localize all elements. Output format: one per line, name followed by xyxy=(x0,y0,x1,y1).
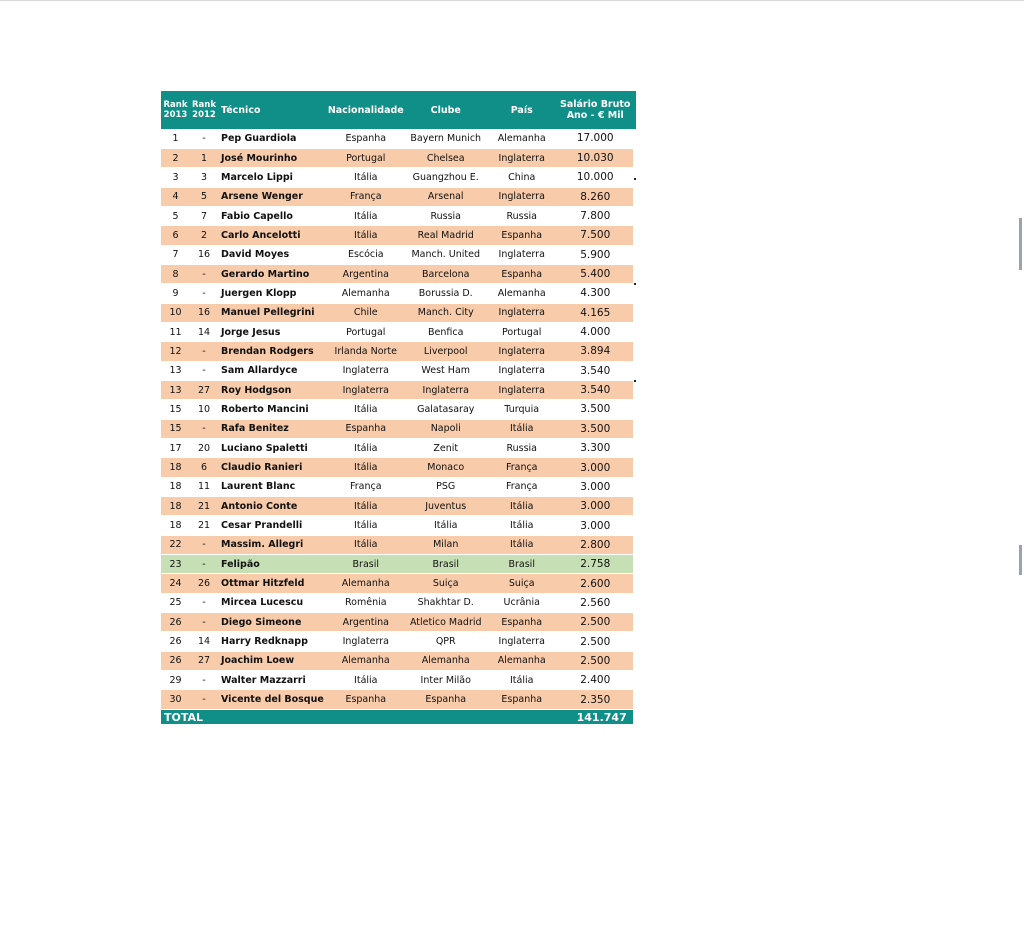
cell-rank-2013: 2 xyxy=(161,148,190,167)
cell-rank-2013: 30 xyxy=(161,690,190,709)
table-row xyxy=(161,342,633,361)
header-pais: País xyxy=(486,91,558,129)
cell-pais: Espanha xyxy=(486,264,558,283)
cell-clube: Benfica xyxy=(406,322,486,341)
cell-nacionalidade: França xyxy=(326,187,406,206)
cell-salario: 2.800 xyxy=(558,535,633,554)
cell-rank-2013: 23 xyxy=(161,555,190,574)
cell-rank-2012: 21 xyxy=(190,497,218,516)
table-row xyxy=(161,458,633,477)
cell-nacionalidade: Itália xyxy=(326,168,406,187)
cell-nacionalidade: Inglaterra xyxy=(326,380,406,399)
cell-tecnico: Gerardo Martino xyxy=(218,264,326,283)
cell-rank-2013: 9 xyxy=(161,284,190,303)
cell-pais: Espanha xyxy=(486,690,558,709)
cell-rank-2013: 29 xyxy=(161,671,190,690)
cell-pais: Ucrânia xyxy=(486,593,558,612)
cell-nacionalidade: Itália xyxy=(326,206,406,225)
cell-salario: 2.560 xyxy=(558,593,633,612)
cell-nacionalidade: Irlanda Norte xyxy=(326,342,406,361)
scan-dot xyxy=(634,178,636,180)
table-row xyxy=(161,187,633,206)
cell-pais: Itália xyxy=(486,535,558,554)
cell-rank-2013: 3 xyxy=(161,168,190,187)
cell-tecnico: Cesar Prandelli xyxy=(218,516,326,535)
cell-pais: Portugal xyxy=(486,322,558,341)
cell-rank-2013: 18 xyxy=(161,516,190,535)
cell-rank-2013: 26 xyxy=(161,613,190,632)
table-row xyxy=(161,245,633,264)
cell-pais: Espanha xyxy=(486,613,558,632)
table-row xyxy=(161,477,633,496)
cell-pais: Russia xyxy=(486,206,558,225)
salary-table xyxy=(161,91,633,724)
cell-nacionalidade: Itália xyxy=(326,516,406,535)
cell-nacionalidade: Espanha xyxy=(326,419,406,438)
cell-rank-2012: 2 xyxy=(190,226,218,245)
cell-clube: Guangzhou E. xyxy=(406,168,486,187)
cell-nacionalidade: Portugal xyxy=(326,148,406,167)
cell-tecnico: Rafa Benitez xyxy=(218,419,326,438)
cell-clube: Juventus xyxy=(406,497,486,516)
cell-clube: Milan xyxy=(406,535,486,554)
cell-rank-2013: 24 xyxy=(161,574,190,593)
cell-clube: Arsenal xyxy=(406,187,486,206)
cell-salario: 2.500 xyxy=(558,613,633,632)
table-row xyxy=(161,303,633,322)
cell-clube: Galatasaray xyxy=(406,400,486,419)
cell-salario: 3.000 xyxy=(558,458,633,477)
header-salario: Salário Bruto Ano - € Mil xyxy=(558,91,633,129)
cell-nacionalidade: Itália xyxy=(326,497,406,516)
cell-tecnico: Felipão xyxy=(218,555,326,574)
cell-tecnico: Massim. Allegri xyxy=(218,535,326,554)
total-row xyxy=(161,709,633,724)
cell-rank-2013: 18 xyxy=(161,477,190,496)
table-row xyxy=(161,129,633,148)
cell-salario: 3.500 xyxy=(558,400,633,419)
cell-tecnico: Sam Allardyce xyxy=(218,361,326,380)
cell-tecnico: Laurent Blanc xyxy=(218,477,326,496)
cell-pais: Inglaterra xyxy=(486,361,558,380)
cell-rank-2012: 5 xyxy=(190,187,218,206)
cell-clube: Inter Milão xyxy=(406,671,486,690)
cell-nacionalidade: Alemanha xyxy=(326,574,406,593)
scan-dot xyxy=(634,283,636,285)
cell-rank-2012: - xyxy=(190,690,218,709)
cell-salario: 3.000 xyxy=(558,497,633,516)
cell-pais: Inglaterra xyxy=(486,632,558,651)
cell-salario: 4.300 xyxy=(558,284,633,303)
cell-nacionalidade: Itália xyxy=(326,400,406,419)
cell-tecnico: Pep Guardiola xyxy=(218,129,326,148)
cell-pais: Espanha xyxy=(486,226,558,245)
table-row xyxy=(161,226,633,245)
cell-tecnico: Joachim Loew xyxy=(218,651,326,670)
cell-rank-2012: - xyxy=(190,671,218,690)
cell-salario: 3.540 xyxy=(558,380,633,399)
cell-salario: 2.500 xyxy=(558,632,633,651)
cell-rank-2012: - xyxy=(190,535,218,554)
cell-rank-2013: 15 xyxy=(161,400,190,419)
header-clube: Clube xyxy=(406,91,486,129)
cell-clube: PSG xyxy=(406,477,486,496)
cell-clube: West Ham xyxy=(406,361,486,380)
cell-clube: Inglaterra xyxy=(406,380,486,399)
cell-tecnico: Vicente del Bosque xyxy=(218,690,326,709)
cell-rank-2013: 4 xyxy=(161,187,190,206)
cell-clube: Shakhtar D. xyxy=(406,593,486,612)
cell-rank-2012: - xyxy=(190,593,218,612)
cell-salario: 4.000 xyxy=(558,322,633,341)
cell-tecnico: Manuel Pellegrini xyxy=(218,303,326,322)
cell-clube: Itália xyxy=(406,516,486,535)
table-row xyxy=(161,651,633,670)
cell-nacionalidade: Itália xyxy=(326,226,406,245)
cell-rank-2013: 12 xyxy=(161,342,190,361)
cell-rank-2012: 26 xyxy=(190,574,218,593)
cell-rank-2012: 7 xyxy=(190,206,218,225)
table-row xyxy=(161,264,633,283)
cell-salario: 5.400 xyxy=(558,264,633,283)
cell-rank-2013: 26 xyxy=(161,651,190,670)
cell-tecnico: Arsene Wenger xyxy=(218,187,326,206)
table-row xyxy=(161,284,633,303)
cell-tecnico: Walter Mazzarri xyxy=(218,671,326,690)
header-nacionalidade: Nacionalidade xyxy=(326,91,406,129)
right-edge-mark-lower xyxy=(1019,545,1022,575)
cell-salario: 8.260 xyxy=(558,187,633,206)
cell-rank-2012: - xyxy=(190,361,218,380)
cell-clube: QPR xyxy=(406,632,486,651)
cell-salario: 2.600 xyxy=(558,574,633,593)
cell-salario: 2.758 xyxy=(558,555,633,574)
cell-rank-2012: 21 xyxy=(190,516,218,535)
table-row xyxy=(161,671,633,690)
cell-rank-2012: 10 xyxy=(190,400,218,419)
cell-pais: Inglaterra xyxy=(486,148,558,167)
table-row xyxy=(161,632,633,651)
cell-tecnico: Ottmar Hitzfeld xyxy=(218,574,326,593)
cell-rank-2012: 27 xyxy=(190,380,218,399)
cell-tecnico: Diego Simeone xyxy=(218,613,326,632)
cell-pais: Turquia xyxy=(486,400,558,419)
cell-pais: França xyxy=(486,458,558,477)
cell-clube: Chelsea xyxy=(406,148,486,167)
table-row xyxy=(161,535,633,554)
table-row xyxy=(161,690,633,709)
cell-pais: China xyxy=(486,168,558,187)
cell-rank-2012: - xyxy=(190,419,218,438)
cell-pais: Inglaterra xyxy=(486,342,558,361)
cell-salario: 2.350 xyxy=(558,690,633,709)
cell-tecnico: Luciano Spaletti xyxy=(218,439,326,458)
table-row xyxy=(161,574,633,593)
cell-rank-2012: 16 xyxy=(190,245,218,264)
cell-rank-2012: - xyxy=(190,342,218,361)
cell-pais: Russia xyxy=(486,439,558,458)
cell-clube: Borussia D. xyxy=(406,284,486,303)
cell-nacionalidade: Argentina xyxy=(326,613,406,632)
cell-salario: 3.300 xyxy=(558,439,633,458)
cell-rank-2013: 15 xyxy=(161,419,190,438)
cell-rank-2012: - xyxy=(190,613,218,632)
cell-salario: 3.500 xyxy=(558,419,633,438)
cell-tecnico: Antonio Conte xyxy=(218,497,326,516)
cell-pais: Brasil xyxy=(486,555,558,574)
cell-rank-2012: 6 xyxy=(190,458,218,477)
cell-rank-2012: 16 xyxy=(190,303,218,322)
header-tecnico: Técnico xyxy=(218,91,326,129)
cell-clube: Atletico Madrid xyxy=(406,613,486,632)
cell-rank-2012: 14 xyxy=(190,632,218,651)
cell-nacionalidade: Itália xyxy=(326,458,406,477)
cell-tecnico: José Mourinho xyxy=(218,148,326,167)
total-label: TOTAL xyxy=(161,709,218,724)
cell-salario: 4.165 xyxy=(558,303,633,322)
cell-nacionalidade: Espanha xyxy=(326,690,406,709)
cell-pais: Itália xyxy=(486,516,558,535)
cell-clube: Brasil xyxy=(406,555,486,574)
cell-rank-2013: 7 xyxy=(161,245,190,264)
cell-tecnico: Carlo Ancelotti xyxy=(218,226,326,245)
cell-clube: Manch. United xyxy=(406,245,486,264)
cell-nacionalidade: Escócia xyxy=(326,245,406,264)
cell-clube: Russia xyxy=(406,206,486,225)
cell-salario: 10.000 xyxy=(558,168,633,187)
cell-rank-2013: 18 xyxy=(161,458,190,477)
cell-tecnico: David Moyes xyxy=(218,245,326,264)
cell-clube: Zenit xyxy=(406,439,486,458)
cell-clube: Liverpool xyxy=(406,342,486,361)
cell-rank-2012: - xyxy=(190,555,218,574)
table-row xyxy=(161,322,633,341)
cell-rank-2013: 17 xyxy=(161,439,190,458)
table-row xyxy=(161,439,633,458)
top-border xyxy=(0,0,1024,1)
cell-pais: Inglaterra xyxy=(486,303,558,322)
cell-rank-2013: 13 xyxy=(161,361,190,380)
cell-nacionalidade: Alemanha xyxy=(326,651,406,670)
cell-nacionalidade: Argentina xyxy=(326,264,406,283)
cell-tecnico: Harry Redknapp xyxy=(218,632,326,651)
cell-nacionalidade: Itália xyxy=(326,671,406,690)
cell-clube: Monaco xyxy=(406,458,486,477)
cell-nacionalidade: Portugal xyxy=(326,322,406,341)
table-row xyxy=(161,380,633,399)
cell-pais: Itália xyxy=(486,671,558,690)
cell-tecnico: Brendan Rodgers xyxy=(218,342,326,361)
cell-salario: 10.030 xyxy=(558,148,633,167)
cell-rank-2012: 1 xyxy=(190,148,218,167)
cell-tecnico: Mircea Lucescu xyxy=(218,593,326,612)
table-row xyxy=(161,148,633,167)
header-rank-2013: Rank 2013 xyxy=(161,91,190,129)
cell-pais: Alemanha xyxy=(486,651,558,670)
cell-rank-2012: 14 xyxy=(190,322,218,341)
table-row xyxy=(161,497,633,516)
cell-rank-2013: 22 xyxy=(161,535,190,554)
cell-clube: Real Madrid xyxy=(406,226,486,245)
cell-nacionalidade: Itália xyxy=(326,439,406,458)
cell-salario: 3.540 xyxy=(558,361,633,380)
table-row xyxy=(161,168,633,187)
cell-pais: Inglaterra xyxy=(486,380,558,399)
table-row xyxy=(161,516,633,535)
table-row xyxy=(161,613,633,632)
cell-clube: Manch. City xyxy=(406,303,486,322)
cell-clube: Barcelona xyxy=(406,264,486,283)
header-rank-2012: Rank 2012 xyxy=(190,91,218,129)
cell-rank-2012: 11 xyxy=(190,477,218,496)
cell-rank-2012: 3 xyxy=(190,168,218,187)
table-row xyxy=(161,555,633,574)
table-row xyxy=(161,419,633,438)
cell-rank-2012: 20 xyxy=(190,439,218,458)
cell-salario: 3.000 xyxy=(558,516,633,535)
scan-dot xyxy=(634,380,636,382)
cell-tecnico: Claudio Ranieri xyxy=(218,458,326,477)
cell-rank-2013: 26 xyxy=(161,632,190,651)
cell-tecnico: Marcelo Lippi xyxy=(218,168,326,187)
cell-clube: Espanha xyxy=(406,690,486,709)
cell-salario: 2.400 xyxy=(558,671,633,690)
cell-rank-2012: - xyxy=(190,284,218,303)
cell-salario: 3.000 xyxy=(558,477,633,496)
cell-tecnico: Roy Hodgson xyxy=(218,380,326,399)
cell-rank-2012: - xyxy=(190,264,218,283)
cell-pais: Inglaterra xyxy=(486,187,558,206)
table-row xyxy=(161,361,633,380)
cell-tecnico: Fabio Capello xyxy=(218,206,326,225)
table-row xyxy=(161,400,633,419)
table-body xyxy=(161,129,633,709)
total-value: 141.747 xyxy=(558,709,633,724)
table-row xyxy=(161,593,633,612)
cell-rank-2013: 13 xyxy=(161,380,190,399)
cell-rank-2013: 6 xyxy=(161,226,190,245)
cell-rank-2013: 25 xyxy=(161,593,190,612)
cell-clube: Suiça xyxy=(406,574,486,593)
cell-nacionalidade: Inglaterra xyxy=(326,632,406,651)
cell-salario: 2.500 xyxy=(558,651,633,670)
cell-pais: Inglaterra xyxy=(486,245,558,264)
cell-rank-2013: 11 xyxy=(161,322,190,341)
cell-tecnico: Roberto Mancini xyxy=(218,400,326,419)
cell-nacionalidade: Chile xyxy=(326,303,406,322)
cell-pais: Suiça xyxy=(486,574,558,593)
cell-rank-2013: 10 xyxy=(161,303,190,322)
cell-rank-2013: 18 xyxy=(161,497,190,516)
total-spacer xyxy=(218,709,558,724)
cell-salario: 7.500 xyxy=(558,226,633,245)
cell-clube: Bayern Munich xyxy=(406,129,486,148)
cell-pais: França xyxy=(486,477,558,496)
cell-salario: 5.900 xyxy=(558,245,633,264)
cell-salario: 17.000 xyxy=(558,129,633,148)
cell-rank-2013: 8 xyxy=(161,264,190,283)
table-header-row xyxy=(161,91,633,129)
cell-rank-2013: 1 xyxy=(161,129,190,148)
cell-nacionalidade: Itália xyxy=(326,535,406,554)
cell-salario: 7.800 xyxy=(558,206,633,225)
cell-pais: Itália xyxy=(486,497,558,516)
cell-tecnico: Jorge Jesus xyxy=(218,322,326,341)
cell-nacionalidade: França xyxy=(326,477,406,496)
cell-nacionalidade: Inglaterra xyxy=(326,361,406,380)
cell-nacionalidade: Espanha xyxy=(326,129,406,148)
cell-nacionalidade: Alemanha xyxy=(326,284,406,303)
cell-clube: Alemanha xyxy=(406,651,486,670)
cell-clube: Napoli xyxy=(406,419,486,438)
cell-rank-2013: 5 xyxy=(161,206,190,225)
cell-pais: Itália xyxy=(486,419,558,438)
cell-salario: 3.894 xyxy=(558,342,633,361)
right-edge-mark xyxy=(1019,218,1022,270)
cell-pais: Alemanha xyxy=(486,284,558,303)
table-row xyxy=(161,206,633,225)
cell-tecnico: Juergen Klopp xyxy=(218,284,326,303)
cell-rank-2012: - xyxy=(190,129,218,148)
cell-pais: Alemanha xyxy=(486,129,558,148)
cell-nacionalidade: Romênia xyxy=(326,593,406,612)
cell-rank-2012: 27 xyxy=(190,651,218,670)
cell-nacionalidade: Brasil xyxy=(326,555,406,574)
